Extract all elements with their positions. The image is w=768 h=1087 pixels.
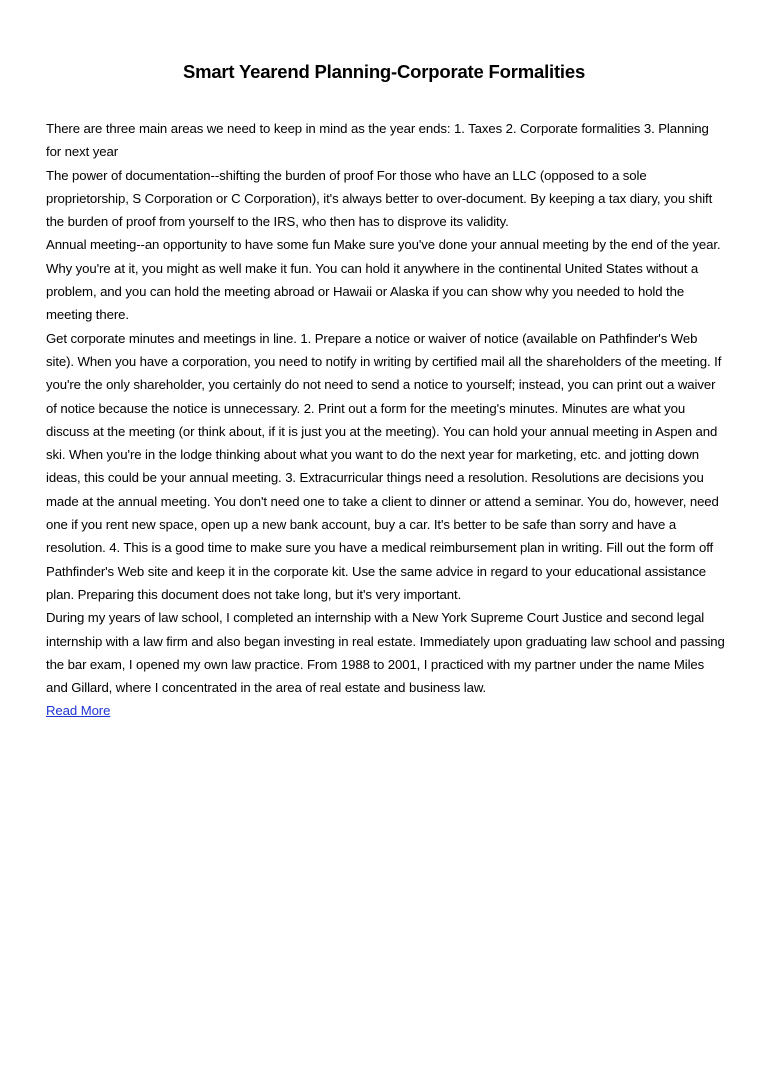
paragraph-author-bio: During my years of law school, I completed an internship with a New York Supreme Court Justice and second legal internship with a law firm and also began investing in real estate. Immediately upon graduating law school and passing the bar exam, I opened my own law practice. From 1988 to 2001, I practiced with my partner under the name Miles and Gillard, where I concentrated in the area of real estate and business law. — [46, 610, 725, 696]
paragraph-intro: There are three main areas we need to keep in mind as the year ends: 1. Taxes 2. Corporate formalities 3. Planning for next year — [46, 121, 709, 160]
paragraph-corporate-minutes: Get corporate minutes and meetings in line. 1. Prepare a notice or waiver of notice (available on Pathfinder's Web site). When you have a corporation, you need to notify in writing by certified mail all the shareholders of the meeting. If you're the only shareholder, you certainly do not need to send a notice to yourself; instead, you can print out a waiver of notice because the notice is unnecessary. 2. Print out a form for the meeting's minutes. Minutes are what you discuss at the meeting (or think about, if it is just you at the meeting). You can hold your annual meeting in Aspen and ski. When you're in the lodge thinking about what you want to do the next year for marketing, etc. and jotting down ideas, this could be your annual meeting. 3. Extracurricular things need a resolution. Resolutions are decisions you made at the annual meeting. You don't need one to take a client to dinner or attend a seminar. You do, however, need one if you rent new space, open up a new bank account, buy a car. It's better to be safe than sorry and have a resolution. 4. This is a good time to make sure you have a medical reimbursement plan in writing. Fill out the form off Pathfinder's Web site and keep it in the corporate kit. Use the same advice in regard to your educational assistance plan. Preparing this document does not take long, but it's very important. — [46, 330, 722, 602]
document-body — [46, 117, 726, 723]
paragraph-documentation: The power of documentation--shifting the burden of proof For those who have an LLC (opposed to a sole proprietorship, S Corporation or C Corporation), it's always better to over-document. By keeping a tax diary, you shift the burden of proof from yourself to the IRS, who then has to disprove its validity. — [46, 167, 713, 230]
document-title: Smart Yearend Planning-Corporate Formalities — [182, 61, 586, 82]
paragraph-annual-meeting: Annual meeting--an opportunity to have some fun Make sure you've done your annual meeting by the end of the year. Why you're at it, you might as well make it fun. You can hold it anywhere in the continental United States without a problem, and you can hold the meeting abroad or Hawaii or Alaska if you can show why you needed to hold the meeting there. — [46, 237, 721, 323]
read-more-link[interactable]: Read More — [46, 703, 111, 719]
